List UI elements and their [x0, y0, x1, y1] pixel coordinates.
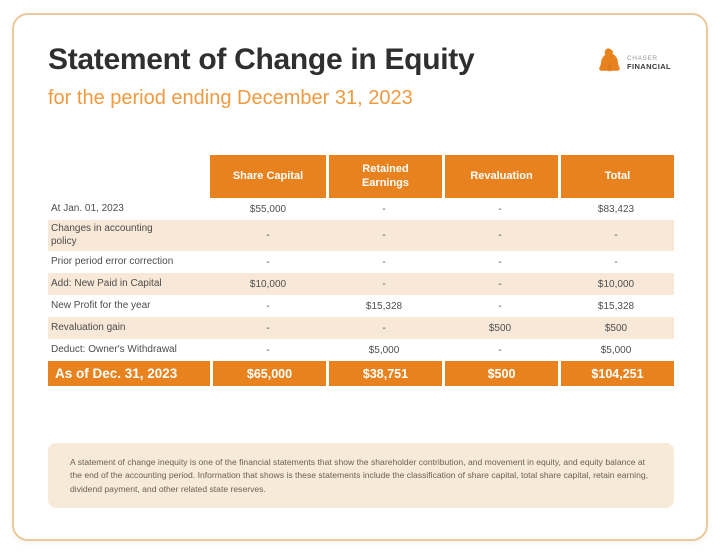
total-revaluation: $500	[442, 361, 558, 386]
table-header-row	[48, 155, 674, 198]
column-header-retained-earnings: Retained Earnings	[326, 155, 442, 198]
table-row	[48, 273, 674, 295]
table-row	[48, 317, 674, 339]
row-value-cell: -	[266, 230, 270, 241]
lion-icon	[598, 48, 621, 79]
row-label	[48, 220, 210, 251]
row-value-cell: $83,423	[597, 203, 635, 215]
row-label	[48, 339, 210, 361]
row-label	[48, 198, 210, 220]
row-value-cell: -	[498, 300, 502, 312]
row-value-cell: -	[614, 256, 618, 268]
row-value-cell: $10,000	[597, 278, 635, 290]
equity-table	[48, 155, 674, 386]
row-value-cell: -	[382, 256, 386, 268]
row-label-text: Prior period error correction	[51, 255, 174, 267]
row-value-cell: -	[266, 256, 270, 268]
table-row	[48, 251, 674, 273]
footer-note-box	[48, 443, 674, 508]
row-label	[48, 317, 210, 339]
row-value-cell: -	[498, 230, 502, 241]
row-value-cell: -	[498, 278, 502, 290]
row-label	[48, 273, 210, 295]
row-value-cell: $10,000	[249, 278, 287, 290]
row-value-cell: -	[266, 322, 270, 334]
column-header-total: Total	[558, 155, 674, 198]
table-row	[48, 198, 674, 220]
row-value-cell: -	[382, 278, 386, 290]
row-value-cell: -	[614, 230, 618, 241]
logo-company-name: CHASER	[627, 55, 658, 63]
row-value-cell: $15,328	[365, 300, 403, 312]
page-title: Statement of Change in Equity	[48, 43, 475, 76]
header-spacer	[48, 155, 210, 198]
logo-text	[627, 55, 671, 71]
table-row	[48, 295, 674, 317]
total-row-label: As of Dec. 31, 2023	[55, 366, 178, 381]
row-value-cell: -	[498, 203, 502, 215]
logo-company-type: FINANCIAL	[627, 61, 672, 71]
statement-card	[12, 13, 708, 541]
row-value-cell: $5,000	[600, 344, 632, 356]
table-total-row	[48, 361, 674, 386]
row-label-text: Revaluation gain	[51, 321, 126, 333]
page-subtitle: for the period ending December 31, 2023	[48, 87, 413, 109]
company-logo	[598, 48, 671, 79]
table-body	[48, 198, 674, 361]
total-total: $104,251	[558, 361, 674, 386]
row-value-cell: $15,328	[597, 300, 635, 312]
row-value-cell: -	[382, 230, 386, 241]
row-value-cell: -	[382, 203, 386, 215]
table-row	[48, 220, 674, 251]
total-share-capital: $65,000	[210, 361, 326, 386]
footer-note-text: A statement of change inequity is one of the financial statements that show the shareholder contribution, and movement in equity, and equity balance at the end of the accounting period. Information that shows is these statements include the classification of share capital, total share capital, retain earning, dividend payment, and other related state reserves.	[70, 457, 649, 494]
row-value-cell: -	[382, 322, 386, 334]
column-header-share-capital: Share Capital	[210, 155, 326, 198]
row-label-text: At Jan. 01, 2023	[51, 202, 124, 214]
row-value-cell: $500	[488, 322, 512, 334]
row-value-cell: $55,000	[249, 203, 287, 215]
row-label-text: Changes in accounting policy	[51, 223, 153, 247]
row-label-text: Deduct: Owner's Withdrawal	[51, 343, 177, 355]
row-value-cell: $5,000	[368, 344, 400, 356]
row-label	[48, 251, 210, 273]
column-header-revaluation: Revaluation	[442, 155, 558, 198]
row-label	[48, 295, 210, 317]
row-value-cell: -	[266, 300, 270, 312]
row-value-cell: $500	[604, 322, 628, 334]
row-value-cell: -	[498, 344, 502, 356]
row-value-cell: -	[498, 256, 502, 268]
total-retained-earnings: $38,751	[326, 361, 442, 386]
row-label-text: New Profit for the year	[51, 299, 151, 311]
table-row	[48, 339, 674, 361]
row-value-cell: -	[266, 344, 270, 356]
row-label-text: Add: New Paid in Capital	[51, 277, 162, 289]
